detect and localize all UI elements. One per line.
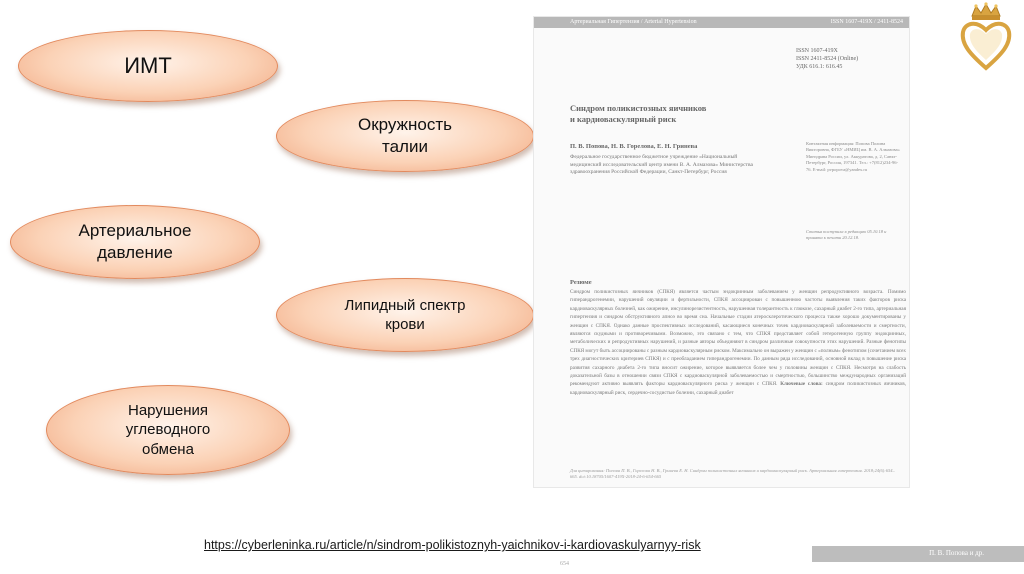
- journal-issn-header: ISSN 1607-419X / 2411-8524: [830, 19, 903, 25]
- abstract-body: Синдром поликистозных яичников (СПКЯ) является частым эндокринным заболеванием у женщин репродуктивного возраста. Помимо гиперандрогенемии, нарушений овуляции и фертильности, СПКЯ ассоциирован с повышенною частоты выявления таких факторов риска кардиоваскулярных болезней, как ожирение, инсулинорезистентность, нарушенная толерантность к глюкозе, сахарный диабет 2-го типа, артериальная гипертензия и синдром обструктивного апноэ во время сна. Начальные стадии атеросклеротического процесса также хорошо документированы у женщин с СПКЯ. Однако данные проспективных исследований, касающиеся конечных точек кардиоваскулярной заболеваемости и смертности, являются скудными и противоречивыми. Возможно, это связано с тем, что СПКЯ представляет собой гетерогенную группу эндокринных, метаболических и репродуктивных нарушений, и разные авторы объединяют в синдром различные совокупности этих нарушений. Разные фенотипы СПКЯ могут быть ассоциированы с разным кардиоваскулярным риском. Максимально он выражен у женщин с «полным» фенотипом (сочетанием всех трех диагностических критериев СПКЯ) и с преобладанием гиперандрогенемии. По данным ряда исследований, основной вклад в повышение риска развития сахарного диабета 2-го типа вносит ожирение, которое выявляется более чем у половины женщин с СПКЯ. Несмотря на слабость доказательной базы в отношении связи СПКЯ с кардиоваскулярной заболеваемостью и смертностью, большинство международных организаций рекомендуют активно выявлять факторы кардиоваскулярного риска у женщин с СПКЯ.: [570, 289, 906, 388]
- issn-line: УДК 616.1: 616.45: [796, 64, 843, 70]
- oval-text: Артериальное: [78, 220, 192, 240]
- oval-lipid: [276, 278, 534, 352]
- journal-name: Артериальная Гипертензия / Arterial Hypertension: [570, 19, 697, 25]
- keywords-label: Ключевые слова:: [780, 381, 823, 388]
- abstract-label: Резюме: [570, 279, 592, 286]
- oval-text: давление: [97, 243, 173, 262]
- oval-text: Липидный спектр: [344, 296, 466, 314]
- source-link[interactable]: https://cyberleninka.ru/article/n/sindrom-polikistoznyh-yaichnikov-i-kardiovaskulyarnyy-risk: [204, 538, 701, 552]
- article-affiliation: Федеральное государственное бюджетное учреждение «Национальный медицинский исследовательский центр имени В. А. Алмазова» Министерства здравоохранения Российской Федерации, Санкт-Петербург, Россия: [570, 154, 753, 175]
- issn-block: [796, 47, 858, 71]
- oval-text: талии: [382, 137, 428, 156]
- citation: Для цитирования: Попова П. В., Горелова Н. В., Гринева Е. Н. Синдром поликистозных яичников и кардиоваскулярный риск. Артериальная гипертензия. 2018;24(6):654–665. doi:10.18705/1607-419X-2018-24-6-654-665: [570, 468, 895, 480]
- oval-imt: [18, 30, 278, 102]
- article-header-bar: [534, 17, 909, 28]
- crown-heart-icon: [958, 2, 1014, 72]
- oval-text: Окружность: [358, 114, 452, 134]
- article-title: [570, 103, 790, 125]
- article-title-line: и кардиоваскулярный риск: [570, 114, 677, 124]
- oval-text: углеводного: [125, 421, 211, 439]
- footer-authors: П. В. Попова и др.: [929, 549, 984, 557]
- keywords-text: синдром поликистозных яичников, кардиоваскулярный риск, сердечно-сосудистые болезни, сахарный диабет: [570, 381, 906, 396]
- contact-info: Контактная информация: Попова Полина Викторовна, ФГБУ «НМИЦ им. В. А. Алмазова» Минздрава России, ул. Аккуратова, д. 2, Санкт-Петербург, Россия, 197341. Тел.: +7(812)234-96-76. E-mail: pvpopova@yandex.ru: [806, 141, 900, 172]
- article-image: [533, 16, 910, 488]
- received-date: Статья поступила в редакцию 05.10.18 и принята к печати 20.12.18.: [806, 229, 887, 241]
- issn-line: ISSN 2411-8524 (Online): [796, 56, 859, 62]
- oval-text: Нарушения: [127, 401, 208, 419]
- oval-pressure: [10, 205, 260, 279]
- oval-text: ИМТ: [124, 52, 172, 78]
- article-authors: П. В. Попова, Н. В. Горелова, Е. Н. Гринева: [570, 143, 698, 150]
- page-number: 654: [560, 561, 569, 567]
- abstract-text: [570, 288, 906, 456]
- oval-carbohydrate: [46, 385, 290, 475]
- article-title-line: Синдром поликистозных яичников: [570, 103, 707, 113]
- footer-bar: [812, 546, 1024, 562]
- issn-line: ISSN 1607-419X: [796, 48, 838, 54]
- oval-text: обмена: [142, 440, 194, 458]
- oval-waist: [276, 100, 534, 172]
- oval-text: крови: [385, 316, 425, 333]
